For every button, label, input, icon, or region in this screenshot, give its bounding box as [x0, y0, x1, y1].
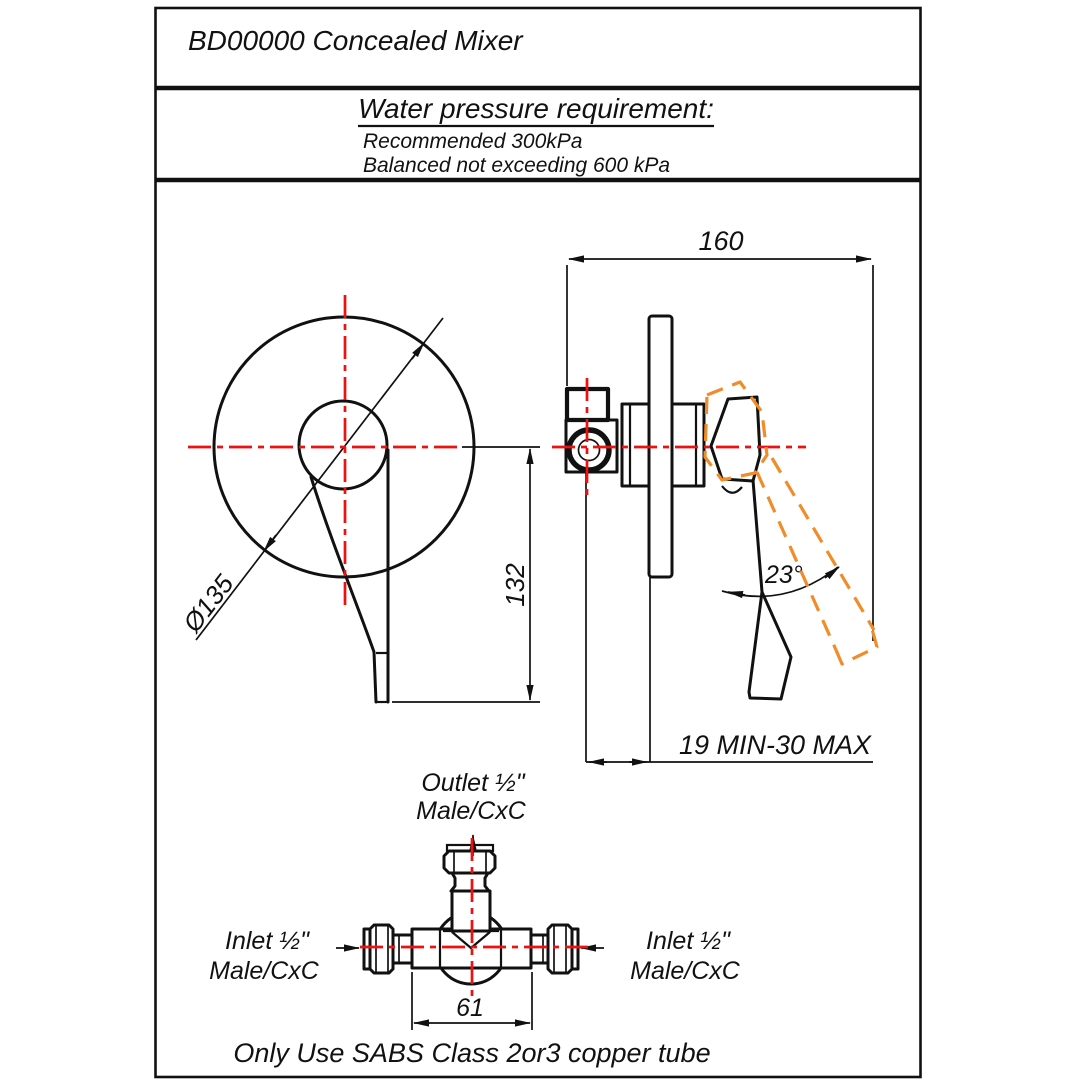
handle-neck: [753, 480, 762, 592]
handle-blade: [749, 592, 791, 699]
compression-nut-right: [548, 925, 572, 973]
handle-pivot-nub: [722, 486, 742, 493]
side-view: [552, 226, 877, 762]
alt-lever-right-edge: [772, 458, 874, 630]
compression-nut-left: [370, 925, 393, 973]
angle-dimension-label: 23°: [765, 561, 803, 589]
inlet-right-label: Inlet ½": [646, 927, 730, 955]
pressure-recommended: Recommended 300kPa: [363, 130, 583, 153]
end-cap-left: [364, 929, 370, 969]
handle-grip-left-edge: [311, 477, 376, 702]
page-title: BD00000 Concealed Mixer: [188, 25, 523, 56]
inlet-pipe-ring: [569, 430, 609, 470]
handle-head-side: [711, 397, 760, 481]
inlet-right-type-label: Male/CxC: [630, 957, 740, 985]
outlet-label: Outlet ½": [421, 769, 525, 797]
copper-tube-note: Only Use SABS Class 2or3 copper tube: [233, 1038, 711, 1068]
diameter-arrow-lower: [264, 535, 276, 551]
front-view: [176, 295, 540, 702]
depth-dimension-label: 160: [698, 226, 744, 256]
outlet-neck: [451, 873, 489, 891]
pressure-block: [358, 93, 714, 177]
inlet-left-type-label: Male/CxC: [209, 957, 319, 985]
wall-range-label: 19 MIN-30 MAX: [678, 730, 871, 760]
swing-arrow-right: [825, 567, 839, 578]
diameter-arrow-upper: [412, 343, 424, 359]
height-dimension-label: 132: [500, 563, 530, 607]
pressure-heading: Water pressure requirement:: [358, 93, 714, 124]
olive-ring-left: [393, 935, 412, 963]
outlet-type-label: Male/CxC: [416, 797, 526, 825]
pressure-balanced: Balanced not exceeding 600 kPa: [363, 154, 671, 177]
outlet-nut: [444, 851, 495, 873]
olive-ring-right: [531, 935, 548, 963]
diameter-dimension-label: Ø135: [176, 568, 240, 638]
outlet-nut-rim: [447, 845, 493, 851]
width-dimension-label: 61: [456, 994, 484, 1022]
title-block: [188, 25, 524, 56]
bottom-view: [209, 769, 741, 1030]
alt-lever-foot: [836, 629, 877, 664]
inlet-left-label: Inlet ½": [225, 927, 309, 955]
handle-loop: [299, 401, 387, 489]
end-cap-right: [572, 929, 578, 969]
